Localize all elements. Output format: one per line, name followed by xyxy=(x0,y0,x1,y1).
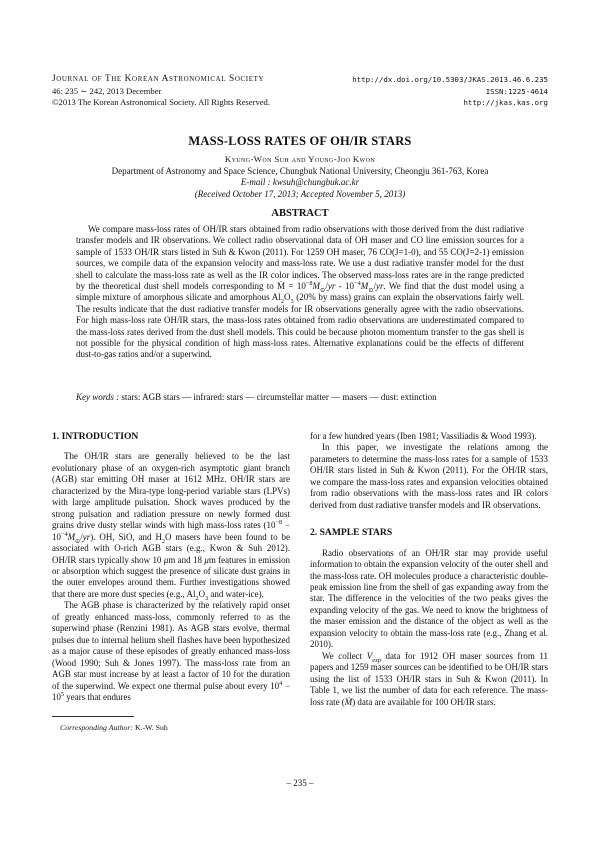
footnote-rule xyxy=(52,716,134,717)
volume-line: 46: 235 ∼ 242, 2013 December xyxy=(52,85,162,96)
abstract-text: We compare mass-loss rates of OH/IR stars obtained from radio observations with those derived from the dust radiative transfer models and IR observations. We collect radio observational data of OH maser and CO line emission sources for a sample of 1533 OH/IR stars listed in Suh & Kwon (2011). For 1259 OH maser, 76 CO(J=1-0), and 55 CO(J=2-1) emission sources, we compile data of the expansion velocity and mass-loss rate. We use a dust radiative transfer model for the dust shell to calculate the mass-loss rate as well as the IR color indices. The observed mass-loss rates are in the range predicted by the theoretical dust shell models corresponding to Ṁ = $10^{-8}M_⊙/yr - 10^{-4}M_⊙/yr$. We find that the dust model using a simple mixture of amorphous silicate and amorphous $Al_2O_3$ (20% by mass) grains can explain the observations fairly well. The results indicate that the dust radiative transfer models for IR observations generally agree with the radio observations. For high mass-loss rate OH/IR stars, the mass-loss rates obtained from radio observations are underestimated compared to the mass-loss rates derived from the dust shell models. This could be because photon momentum transfer to the gas shell is not possible for the physical condition of high mass-loss rates. Alternative explanations could be the effects of different dust-to-gas ratios and/or a superwind. xyxy=(76,224,525,360)
paper-title: MASS-LOSS RATES OF OH/IR STARS xyxy=(188,134,412,148)
author-list xyxy=(0,154,600,164)
received-dates: (Received October 17, 2013; Accepted November 5, 2013) xyxy=(194,188,406,199)
sample-paragraph-2: We collect $V_{exp}$ data for 1912 OH maser sources from 11 papers and 1259 maser sources can be identified to be OH/IR stars using the list of 1533 OH/IR stars in Suh & Kwon (2011). In Table 1, we list the number of data for each reference. The mass-loss rate (Ṁ) data are available for 100 OH/IR stars. xyxy=(310,650,549,707)
footnote-author: K.-W. Suh xyxy=(134,723,168,732)
sample-paragraph-1: Radio observations of an OH/IR star may provide useful information to obtain the expansion velocity of the outer shell and the mass-loss rate. OH molecules produce a characteristic double-peak emission line from the shell of gas expanding away from the star. The difference in the velocities of the two peaks gives the expanding velocity of the gas. We need to know the brightness of the maser emission and the distance of the object as well as the expansion velocity to obtain the mass-loss rate (e.g., Zhang et al. 2010). xyxy=(310,547,548,650)
page-number: – 235 – xyxy=(286,778,314,788)
keywords xyxy=(76,392,524,403)
journal-header xyxy=(52,74,270,109)
journal-name: Journal of The Korean Astronomical Society xyxy=(52,74,265,84)
issn: ISSN:1225-4614 xyxy=(485,86,548,96)
right-column xyxy=(310,431,548,708)
section-heading-introduction: 1. INTRODUCTION xyxy=(52,431,139,442)
intro-paragraph-1: The OH/IR stars are generally believed to be the last evolutionary phase of an oxygen-rich asymptotic giant branch (AGB) star emitting OH maser at 1612 MHz. OH/IR stars are characterized by the Mira-type long-period variable stars (LPVs) with large amplitude pulsation. Shock waves produced by the strong pulsation and radiation pressure on newly formed dust grains drive dusty stellar winds with high mass-loss rates $(10^{-8} - 10^{-4}M_⊙/yr)$. OH, SiO, and $H_2O$ masers have been found to be associated with O-rich AGB stars (e.g., Kwon & Suh 2012). OH/IR stars typically show 10 μm and 18 μm features in emission or absorption which suggest the presence of silicate dust grains in the outer envelopes around them. Further investigations showed that there are more dust species (e.g., $Al_2O_3$ and water-ice). xyxy=(52,451,291,602)
journal-links xyxy=(352,74,548,109)
section-heading-sample-stars: 2. SAMPLE STARS xyxy=(310,527,393,539)
intro-paragraph-2-cont: for a few hundred years (Iben 1981; Vassiliadis & Wood 1993). xyxy=(310,431,537,441)
intro-paragraph-2: The AGB phase is characterized by the relatively rapid onset of greatly enhanced mass-loss, commonly referred to as the superwind phase (Renzini 1981). As AGB stars evolve, thermal pulses due to internal helium shell flashes have been hypothesized as a major cause of these episodes of greatly enhanced mass-loss (Wood 1990; Suh & Jones 1997). The mass-loss rate from an AGB star must increase by at least a factor of 10 for the duration of the superwind. We expect one thermal pulse about every $10^4 - 10^5$ years that endures xyxy=(52,600,290,702)
author-names: Kyung-Won Suh and Young-Joo Kwon xyxy=(224,154,376,164)
footnote xyxy=(60,723,168,732)
email: E-mail : kwsuh@chungbuk.ac.kr xyxy=(240,177,360,188)
abstract-part-2: The results indicate that the dust radiative transfer models for IR observations generally agree with the radio observations. For high mass-loss rate OH/IR stars, the mass-loss rates obtained from radio observations are underestimated compared to the mass-loss rates derived from the dust shell models. This could be because photon momentum transfer to the gas shell is not possible for the physical condition of high mass-loss rates. Alternative explanations could be the effects of different dust-to-gas ratios and/or a superwind. xyxy=(76,303,524,360)
intro-paragraph-3: In this paper, we investigate the relations among the parameters to determine the mass-loss rates for a sample of 1533 OH/IR stars listed in Suh & Kwon (2011). For the OH/IR stars, we compare the mass-loss rates and expansion velocities obtained from radio observations with the mass-loss rates and IR colors derived from dust radiative transfer models and IR observations. xyxy=(310,442,548,510)
journal-url[interactable]: http://jkas.kas.org xyxy=(463,98,548,107)
left-column xyxy=(52,431,290,703)
abstract-part-1: We compare mass-loss rates of OH/IR stars obtained from radio observations with those derived from the dust radiative transfer models and IR observations. We collect radio observational data of OH maser and CO line emission sources for a sample of 1533 OH/IR stars listed in Suh & Kwon (2011). For 1259 OH maser, 76 CO(J=1-0), and 55 CO(J=2-1) emission sources, we compile data of the expansion velocity and mass-loss rate. We use a dust radiative transfer model for the dust shell to calculate the mass-loss rate as well as the IR color indices. The observed mass-loss rates are in the range predicted by the theoretical dust shell models corresponding to Ṁ = 10 xyxy=(76,224,524,292)
affiliation-block xyxy=(0,166,600,200)
doi-link[interactable]: http://dx.doi.org/10.5303/JKAS.2013.46.6.235 xyxy=(352,75,548,84)
keywords-label: Key words : xyxy=(76,392,120,402)
affiliation: Department of Astronomy and Space Science, Chungbuk National University, Cheongju 361-763, Korea xyxy=(111,166,489,176)
abstract-heading: ABSTRACT xyxy=(271,208,329,219)
footnote-label: Corresponding Author: xyxy=(60,723,133,732)
keywords-list: stars: AGB stars — infrared: stars — circumstellar matter — masers — dust: extinction xyxy=(121,392,437,402)
copyright-line: ©2013 The Korean Astronomical Society. All Rights Reserved. xyxy=(52,97,270,107)
